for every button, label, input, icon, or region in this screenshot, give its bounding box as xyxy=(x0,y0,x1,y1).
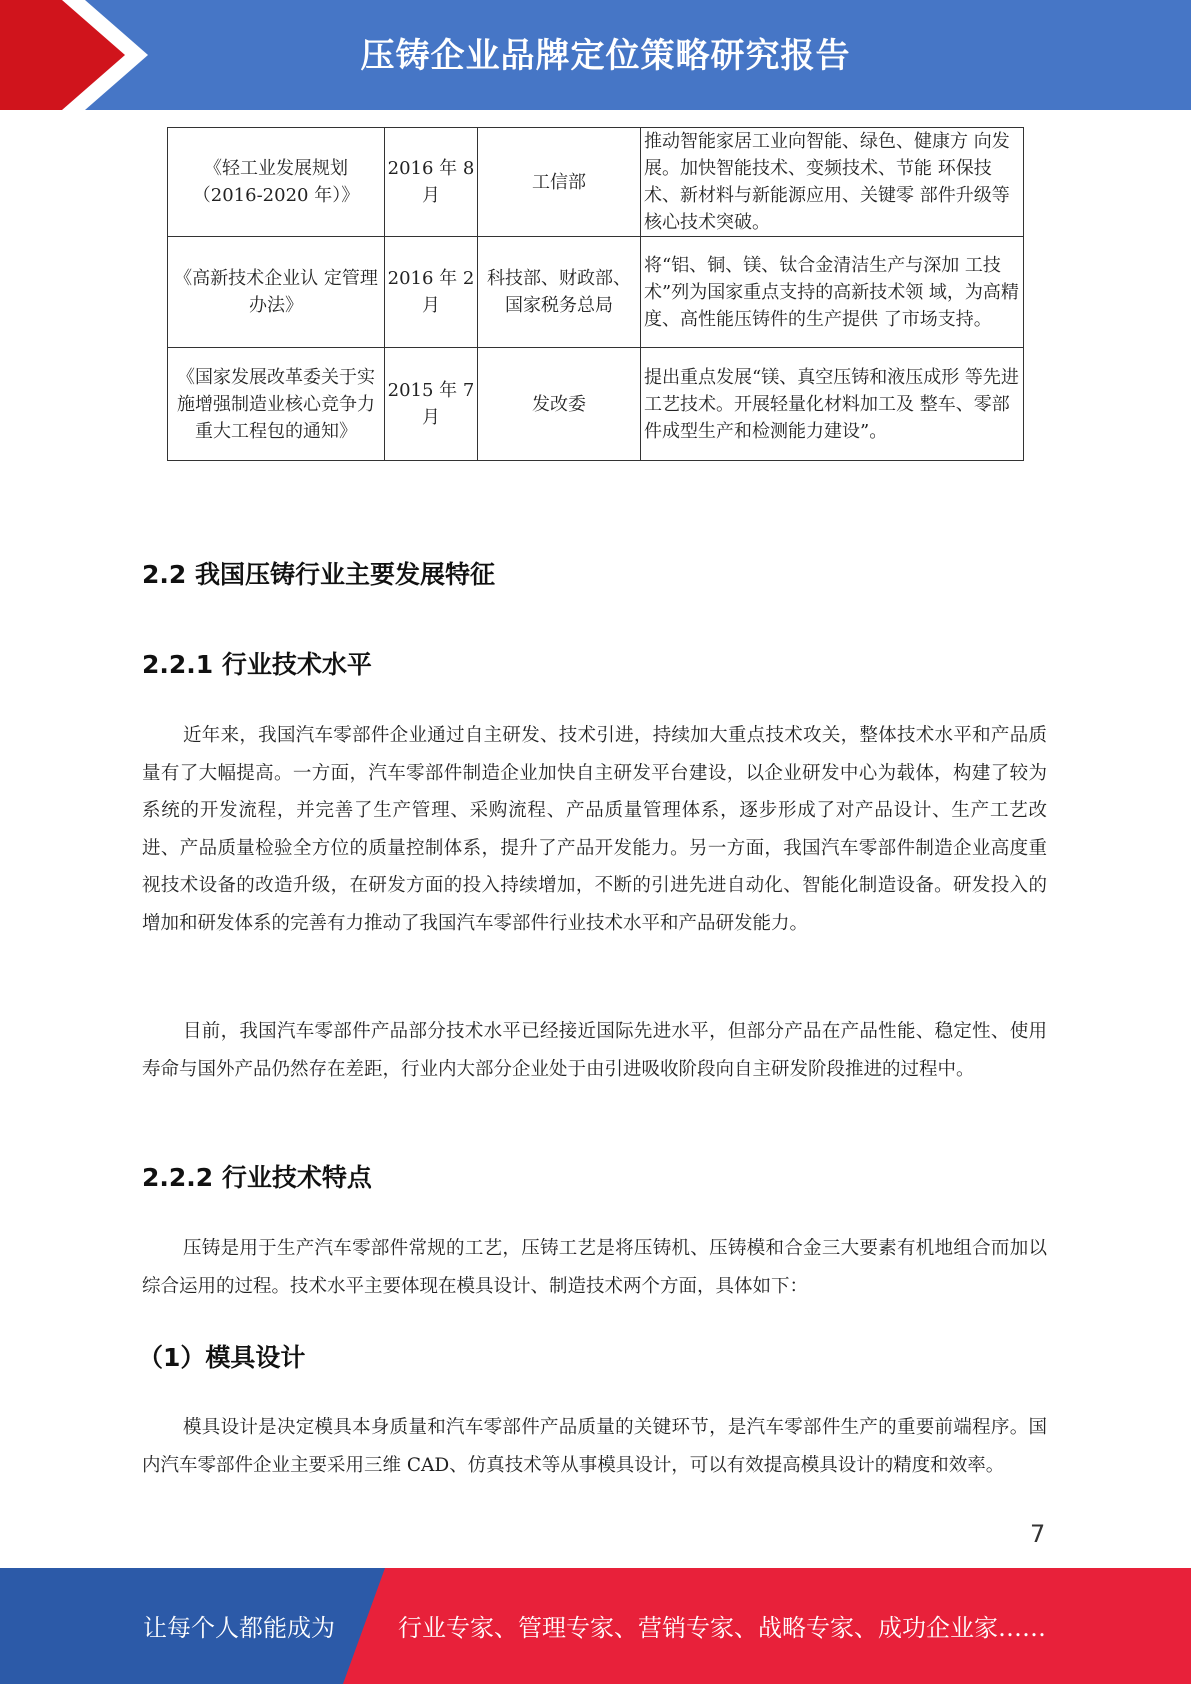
policy-dept-cell: 工信部 xyxy=(478,128,641,237)
table-row xyxy=(168,128,1024,237)
policy-date-cell: 2016 年 8 月 xyxy=(385,128,478,237)
section-heading-2-2-1: 2.2.1 行业技术水平 xyxy=(142,650,372,679)
policy-content-cell: 将“铝、铜、镁、钛合金清洁生产与深加 工技术”列为国家重点支持的高新技术领 域，为高精度、高性能压铸件的生产提供 了市场支持。 xyxy=(641,237,1024,348)
page-footer xyxy=(0,1568,1191,1684)
paragraph-tech-level: 近年来，我国汽车零部件企业通过自主研发、技术引进，持续加大重点技术攻关，整体技术水平和产品质量有了大幅提高。一方面，汽车零部件制造企业加快自主研发平台建设，以企业研发中心为载体，构建了较为系统的开发流程，并完善了生产管理、采购流程、产品质量管理体系，逐步形成了对产品设计、生产工艺改进、产品质量检验全方位的质量控制体系，提升了产品开发能力。另一方面，我国汽车零部件制造企业高度重视技术设备的改造升级，在研发方面的投入持续增加，不断的引进先进自动化、智能化制造设备。研发投入的增加和研发体系的完善有力推动了我国汽车零部件行业技术水平和产品研发能力。 xyxy=(142,725,1047,934)
report-title: 压铸企业品牌定位策略研究报告 xyxy=(360,36,851,76)
page-header xyxy=(0,0,1191,110)
policy-content-cell: 提出重点发展“镁、真空压铸和液压成形 等先进工艺技术。开展轻量化材料加工及 整车、零部件成型生产和检测能力建设”。 xyxy=(641,348,1024,461)
section-heading-2-2: 2.2 我国压铸行业主要发展特征 xyxy=(142,560,495,589)
section-heading-2-2-2: 2.2.2 行业技术特点 xyxy=(142,1163,372,1192)
policy-table xyxy=(167,127,1024,461)
paragraph-tech-gap: 目前，我国汽车零部件产品部分技术水平已经接近国际先进水平，但部分产品在产品性能、稳定性、使用寿命与国外产品仍然存在差距，行业内大部分企业处于由引进吸收阶段向自主研发阶段推进的过程中。 xyxy=(142,1021,1047,1080)
policy-dept-cell: 发改委 xyxy=(478,348,641,461)
subsection-heading-mold-design: （1）模具设计 xyxy=(138,1343,306,1372)
table-row xyxy=(168,348,1024,461)
footer-slogan-left: 让每个人都能成为 xyxy=(143,1614,335,1642)
paragraph-tech-features: 压铸是用于生产汽车零部件常规的工艺，压铸工艺是将压铸机、压铸模和合金三大要素有机地组合而加以综合运用的过程。技术水平主要体现在模具设计、制造技术两个方面，具体如下： xyxy=(142,1238,1047,1297)
policy-name-cell: 《轻工业发展规划（2016-2020 年）》 xyxy=(168,128,385,237)
policy-name-cell: 《高新技术企业认 定管理办法》 xyxy=(168,237,385,348)
footer-slogan-right: 行业专家、管理专家、营销专家、战略专家、成功企业家…… xyxy=(398,1614,1046,1642)
paragraph-mold-design: 模具设计是决定模具本身质量和汽车零部件产品质量的关键环节，是汽车零部件生产的重要前端程序。国内汽车零部件企业主要采用三维 CAD、仿真技术等从事模具设计，可以有效提高模具设计的精度和效率。 xyxy=(142,1417,1047,1476)
table-row xyxy=(168,237,1024,348)
policy-date-cell: 2016 年 2 月 xyxy=(385,237,478,348)
policy-content-cell: 推动智能家居工业向智能、绿色、健康方 向发展。加快智能技术、变频技术、节能 环保技术、新材料与新能源应用、关键零 部件升级等核心技术突破。 xyxy=(641,128,1024,237)
page-number: 7 xyxy=(1030,1520,1046,1548)
policy-name-cell: 《国家发展改革委关于实施增强制造业核心竞争力重大工程包的通知》 xyxy=(168,348,385,461)
policy-dept-cell: 科技部、财政部、国家税务总局 xyxy=(478,237,641,348)
policy-date-cell: 2015 年 7 月 xyxy=(385,348,478,461)
